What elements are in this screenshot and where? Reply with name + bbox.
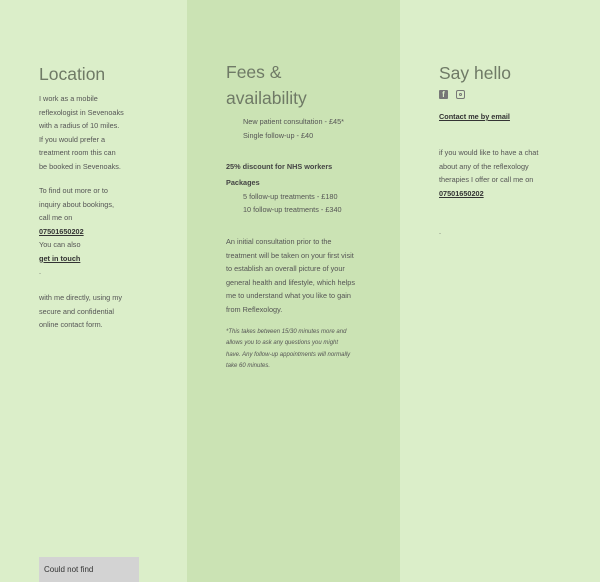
- hello-chat-line: about any of the reflexology: [439, 161, 529, 171]
- location-inquiry-line: call me on: [39, 213, 73, 222]
- location-title: Location: [39, 64, 106, 84]
- location-intro-line: treatment room this can: [39, 148, 116, 157]
- location-inquiry: [39, 184, 114, 279]
- fees-info-line: to establish an overall picture of your: [226, 264, 345, 273]
- location-phone-link[interactable]: 07501650202: [39, 226, 84, 236]
- fees-title-line2: availability: [226, 88, 307, 108]
- fees-note-line: *This takes between 15/30 minutes more and: [226, 329, 347, 335]
- fee-item: Single follow-up - £40: [243, 130, 314, 140]
- location-intro: [39, 92, 124, 173]
- location-intro-line: reflexologist in Sevenoaks: [39, 107, 124, 117]
- fees-info-line: treatment will be taken on your first visit: [226, 250, 354, 260]
- facebook-icon[interactable]: f: [439, 90, 448, 99]
- location-also-text: You can also: [39, 240, 81, 249]
- location-direct-line: with me directly, using my: [39, 293, 122, 302]
- location-intro-line: be booked in Sevenoaks.: [39, 161, 121, 171]
- hello-title: Say hello: [439, 63, 511, 83]
- fees-info-line: An initial consultation prior to the: [226, 237, 332, 246]
- location-intro-line: with a radius of 10 miles.: [39, 121, 120, 130]
- contact-email-link[interactable]: Contact me by email: [439, 112, 510, 121]
- fees-packages: [226, 176, 342, 217]
- cookie-notice: Could not find: [39, 557, 139, 582]
- package-item: 5 follow-up treatments - £180: [243, 191, 338, 201]
- location-direct-line: secure and confidential: [39, 306, 115, 316]
- fee-item: New patient consultation - £45*: [243, 117, 345, 126]
- location-column: [0, 0, 187, 582]
- fees-column: [187, 0, 400, 582]
- fees-items: [243, 115, 344, 142]
- contact-link-wrap: [439, 106, 510, 124]
- fees-info-line: from Reflexology.: [226, 304, 283, 314]
- nhs-discount: 25% discount for NHS workers: [226, 162, 333, 171]
- fees-note-line: allows you to ask any questions you might: [226, 340, 339, 347]
- instagram-icon[interactable]: [456, 90, 465, 99]
- hello-column: [400, 0, 600, 582]
- location-direct: [39, 291, 122, 332]
- location-inquiry-line: To find out more or to: [39, 186, 108, 195]
- location-intro-line: I work as a mobile: [39, 94, 98, 103]
- get-in-touch-link[interactable]: get in touch: [39, 253, 81, 263]
- hello-chat: [439, 146, 538, 200]
- location-dot: .: [39, 267, 42, 276]
- hello-dot-wrap: [439, 225, 441, 239]
- fees-info-line: me to understand what you like to gain: [226, 291, 351, 300]
- package-item: 10 follow-up treatments - £340: [243, 205, 342, 214]
- fees-note-line: have. Any follow-up appointments will normally: [226, 351, 351, 358]
- location-intro-line: If you would prefer a: [39, 134, 106, 144]
- hello-chat-line: therapies I offer or call me on: [439, 175, 534, 184]
- hello-dot: .: [439, 227, 442, 236]
- fees-info-line: general health and lifestyle, which helps: [226, 277, 355, 287]
- hello-chat-line: if you would like to have a chat: [439, 148, 539, 157]
- location-direct-line: online contact form.: [39, 320, 103, 329]
- location-inquiry-line: inquiry about bookings,: [39, 199, 115, 209]
- fees-info: [226, 235, 355, 316]
- fees-title: [226, 59, 307, 111]
- fees-note-line: take 60 minutes.: [226, 362, 271, 369]
- fees-note: [226, 327, 350, 372]
- social-icons: [439, 90, 465, 99]
- fees-title-line1: Fees &: [226, 62, 282, 82]
- hello-phone-link[interactable]: 07501650202: [439, 188, 484, 198]
- packages-label: Packages: [226, 178, 260, 187]
- fees-discount: [226, 160, 332, 174]
